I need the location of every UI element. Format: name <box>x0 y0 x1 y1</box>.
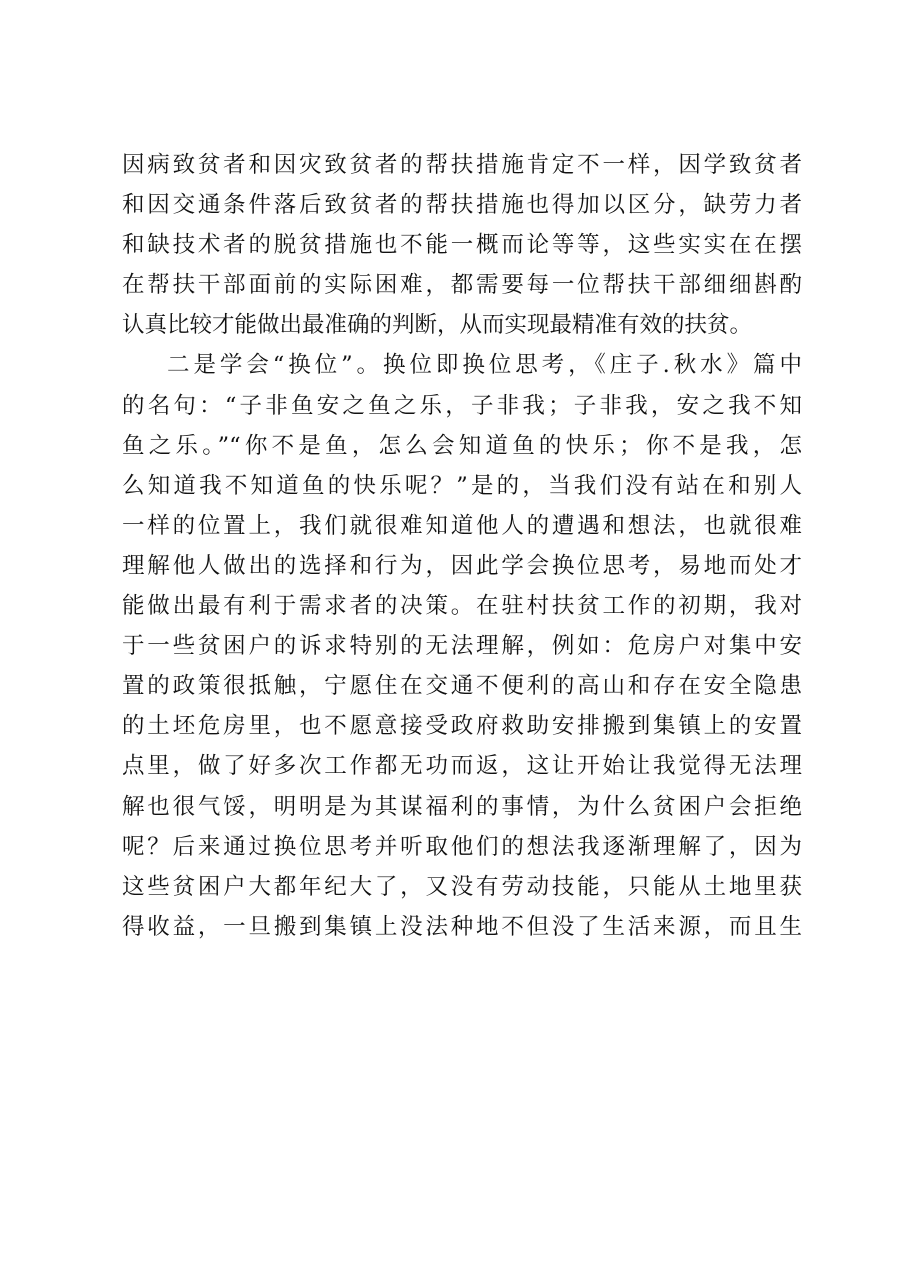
text-line-17: 解也很气馁，明明是为其谋福利的事情，为什么贫困户会拒绝 <box>122 793 802 820</box>
text-line-20: 得收益，一旦搬到集镇上没法种地不但没了生活来源，而且生 <box>122 913 802 940</box>
text-line-19: 这些贫困户大都年纪大了，又没有劳动技能，只能从土地里获 <box>122 873 802 900</box>
text-line-10: 一样的位置上，我们就很难知道他人的遭遇和想法，也就很难 <box>122 512 802 539</box>
text-line-2: 和因交通条件落后致贫者的帮扶措施也得加以区分，缺劳力者 <box>122 192 802 219</box>
text-line-15: 的土坯危房里，也不愿意接受政府救助安排搬到集镇上的安置 <box>122 713 802 740</box>
text-line-12: 能做出最有利于需求者的决策。在驻村扶贫工作的初期，我对 <box>122 593 802 620</box>
text-line-18: 呢？后来通过换位思考并听取他们的想法我逐渐理解了，因为 <box>122 833 802 860</box>
text-line-5: 认真比较才能做出最准确的判断，从而实现最精准有效的扶贫。 <box>122 312 753 339</box>
document-body <box>122 145 802 947</box>
text-line-16: 点里，做了好多次工作都无功而返，这让开始让我觉得无法理 <box>122 753 802 780</box>
text-line-8: 鱼之乐。”“你不是鱼，怎么会知道鱼的快乐；你不是我，怎 <box>122 432 802 459</box>
text-line-14: 置的政策很抵触，宁愿住在交通不便利的高山和存在安全隐患 <box>122 673 802 700</box>
paragraph-start-line: 二是学会“换位”。换位即换位思考，《庄子.秋水》篇中 <box>167 352 802 379</box>
text-line-7: 的名句：“子非鱼安之鱼之乐，子非我；子非我，安之我不知 <box>122 392 802 419</box>
text-line-13: 于一些贫困户的诉求特别的无法理解，例如：危房户对集中安 <box>122 633 802 660</box>
text-line-4: 在帮扶干部面前的实际困难，都需要每一位帮扶干部细细斟酌 <box>122 272 802 299</box>
text-line-1: 因病致贫者和因灾致贫者的帮扶措施肯定不一样，因学致贫者 <box>122 152 802 178</box>
text-line-11: 理解他人做出的选择和行为，因此学会换位思考，易地而处才 <box>122 552 802 579</box>
text-line-9: 么知道我不知道鱼的快乐呢？”是的，当我们没有站在和别人 <box>122 472 802 499</box>
text-line-3: 和缺技术者的脱贫措施也不能一概而论等等，这些实实在在摆 <box>122 232 802 259</box>
